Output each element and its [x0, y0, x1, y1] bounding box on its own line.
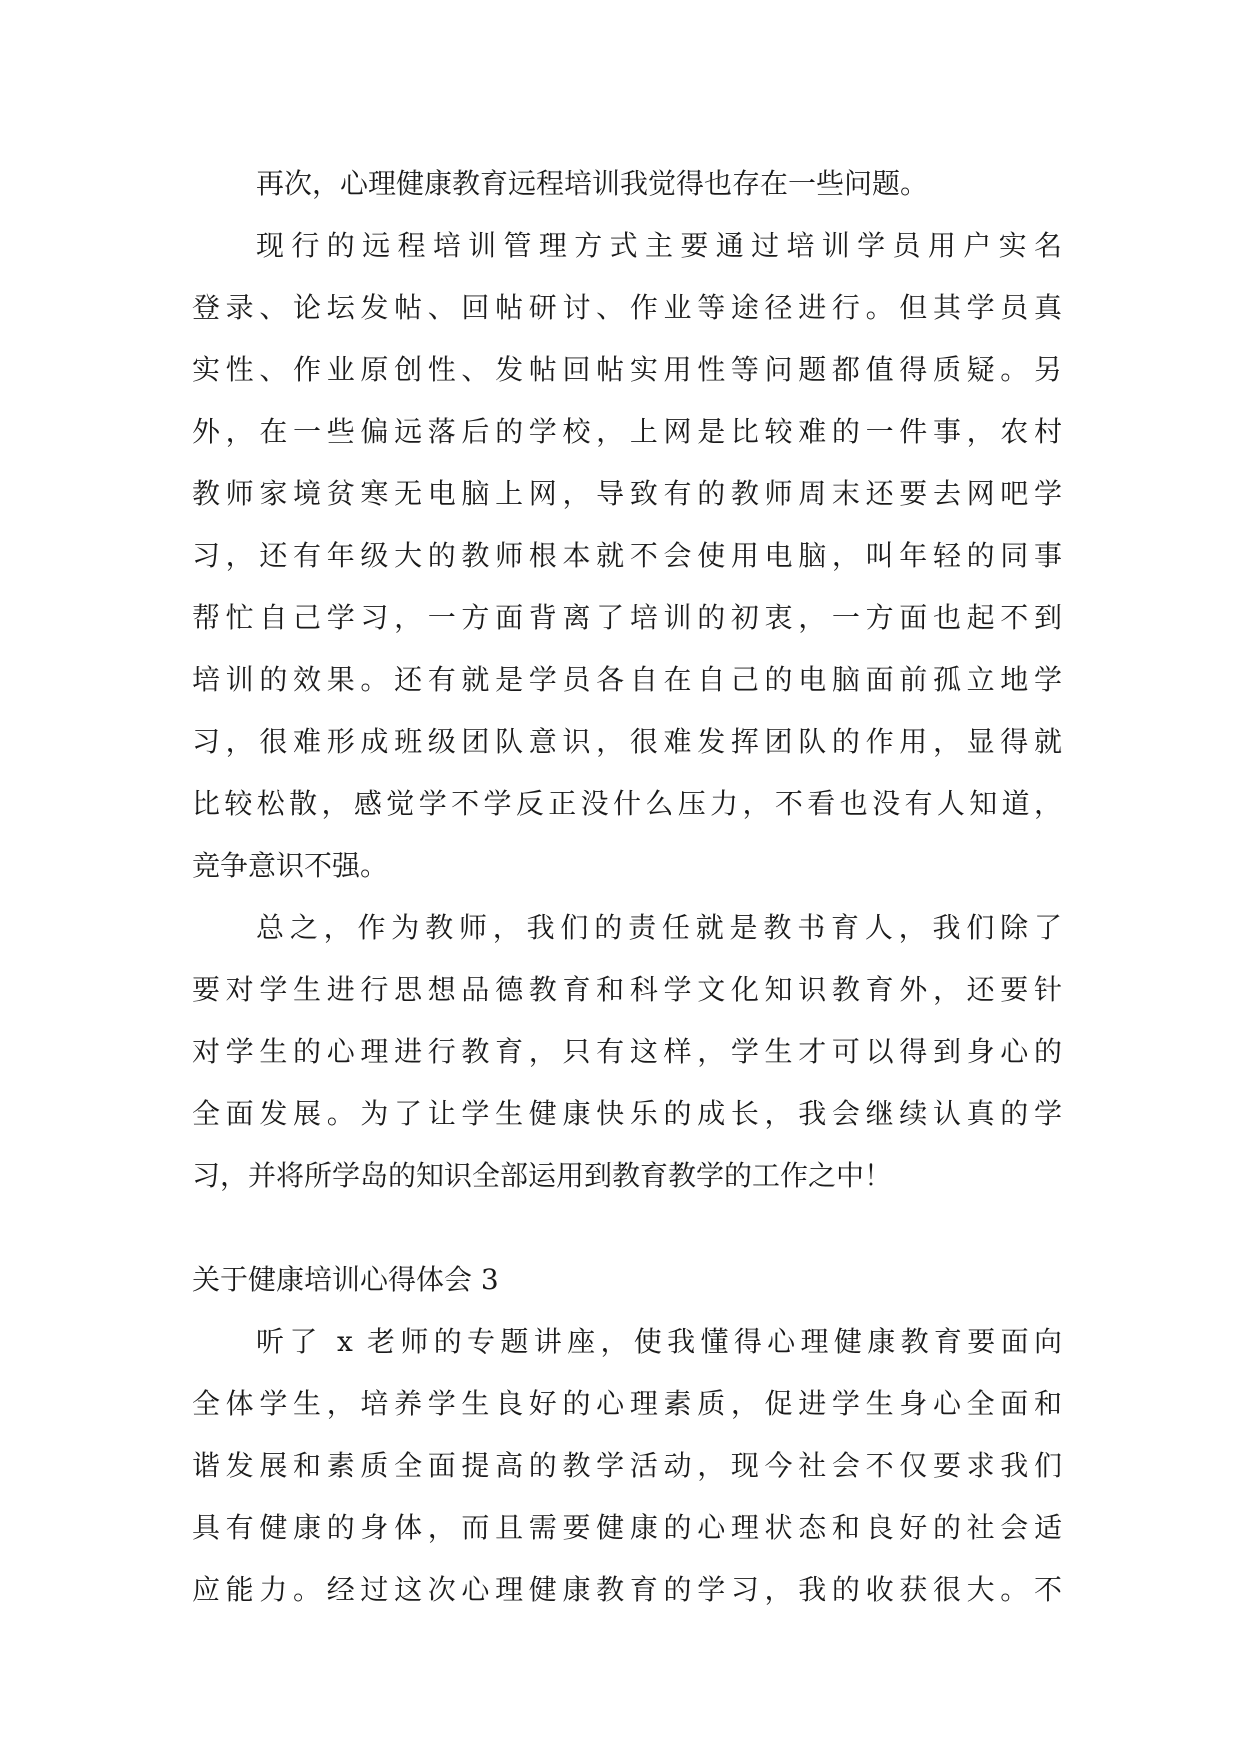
paragraph-line: 再次，心理健康教育远程培训我觉得也存在一些问题。 — [256, 167, 929, 200]
paragraph-line: 习，还有年级大的教师根本就不会使用电脑，叫年轻的同事 — [192, 539, 1062, 572]
paragraph-line: 对学生的心理进行教育，只有这样，学生才可以得到身心的 — [192, 1035, 1062, 1068]
paragraph-line: 外，在一些偏远落后的学校，上网是比较难的一件事，农村 — [192, 415, 1062, 448]
paragraph-line: 具有健康的身体，而且需要健康的心理状态和良好的社会适 — [192, 1511, 1062, 1544]
paragraph-line: 听了 x 老师的专题讲座，使我懂得心理健康教育要面向 — [256, 1325, 1062, 1358]
paragraph-line: 竞争意识不强。 — [192, 849, 389, 882]
paragraph-line: 实性、作业原创性、发帖回帖实用性等问题都值得质疑。另 — [192, 353, 1062, 386]
paragraph-line: 教师家境贫寒无电脑上网，导致有的教师周末还要去网吧学 — [192, 477, 1062, 510]
paragraph-line: 习，很难形成班级团队意识，很难发挥团队的作用，显得就 — [192, 725, 1062, 758]
paragraph-line: 要对学生进行思想品德教育和科学文化知识教育外，还要针 — [192, 973, 1062, 1006]
paragraph-line: 应能力。经过这次心理健康教育的学习，我的收获很大。不 — [192, 1573, 1062, 1606]
paragraph-line: 谐发展和素质全面提高的教学活动，现今社会不仅要求我们 — [192, 1449, 1062, 1482]
paragraph-line: 全体学生，培养学生良好的心理素质，促进学生身心全面和 — [192, 1387, 1062, 1420]
paragraph-line: 总之，作为教师，我们的责任就是教书育人，我们除了 — [256, 911, 1062, 944]
paragraph-line: 培训的效果。还有就是学员各自在自己的电脑面前孤立地学 — [192, 663, 1062, 696]
section-heading: 关于健康培训心得体会 3 — [192, 1263, 499, 1296]
paragraph-line: 习，并将所学岛的知识全部运用到教育教学的工作之中！ — [192, 1159, 893, 1192]
paragraph-line: 帮忙自己学习，一方面背离了培训的初衷，一方面也起不到 — [192, 601, 1062, 634]
paragraph-line: 现行的远程培训管理方式主要通过培训学员用户实名 — [256, 229, 1062, 262]
paragraph-line: 全面发展。为了让学生健康快乐的成长，我会继续认真的学 — [192, 1097, 1062, 1130]
paragraph-line: 比较松散，感觉学不学反正没什么压力，不看也没有人知道， — [192, 787, 1062, 820]
paragraph-line: 登录、论坛发帖、回帖研讨、作业等途径进行。但其学员真 — [192, 291, 1062, 324]
